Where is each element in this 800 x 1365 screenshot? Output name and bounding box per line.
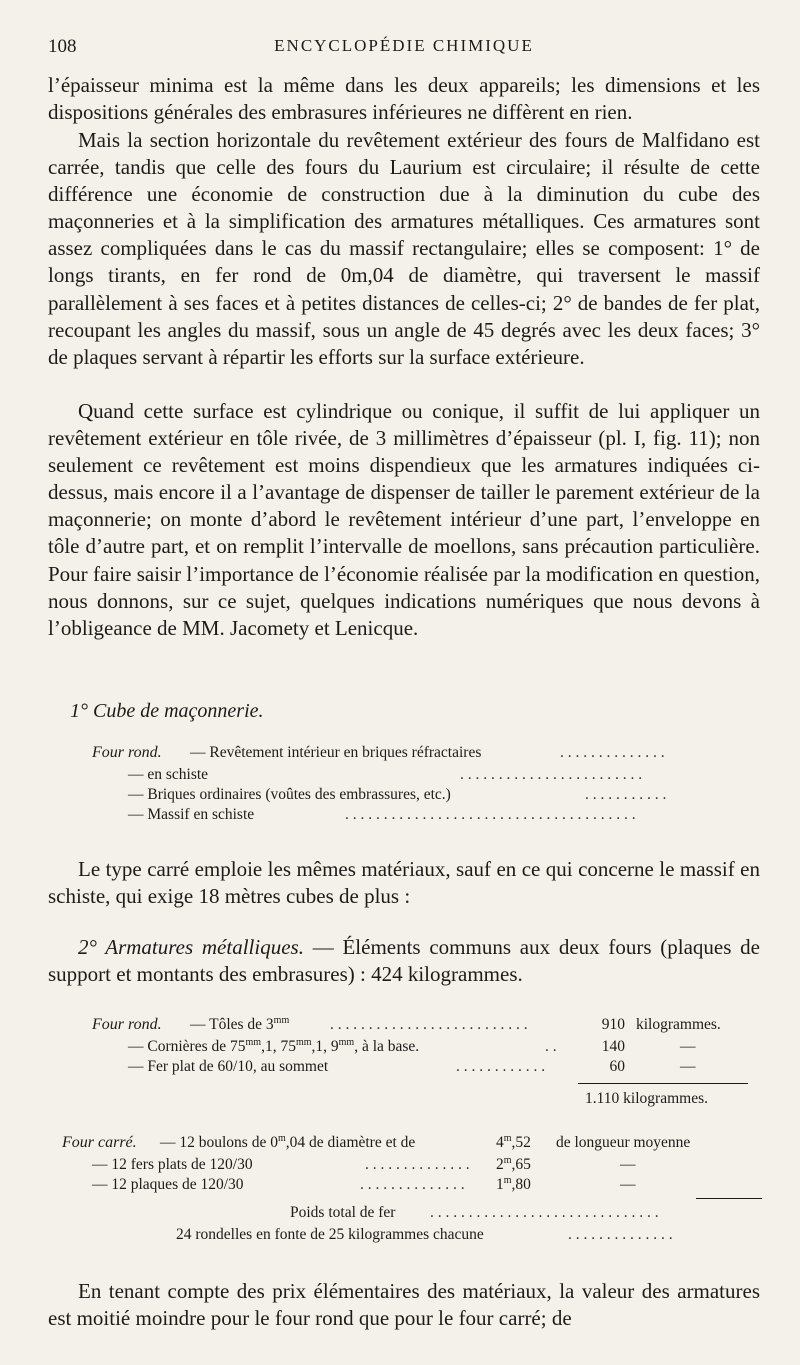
table-row-desc: — Massif en schiste (128, 806, 255, 823)
table-row-desc: — en schiste (128, 766, 209, 783)
table-row-unit: kilogrammes. (636, 1016, 721, 1033)
table-row-desc: — Revêtement intérieur en briques réfractaires (190, 744, 482, 761)
total-label: Poids total de fer (290, 1204, 396, 1221)
paragraph-4: Le type carré emploie les mêmes matériaux, sauf en ce qui concerne le massif en schiste, qui exige 18 mètres cubes de plus : (48, 857, 760, 909)
table-row-length: 4$^m$,52 (496, 1133, 531, 1151)
sum-rule (696, 1198, 762, 1199)
table-row-length: 2$^m$,65 (496, 1155, 531, 1173)
sum-rule (578, 1083, 748, 1084)
table-row-value: 910 (601, 1016, 625, 1033)
table1-label: Four rond. (92, 744, 162, 761)
leader-dots: . . . . . . . . . . . . . . . . . . . . . . . . . . . . . . (430, 1204, 659, 1221)
section-2-title: 2° Armatures métalliques. (78, 935, 304, 959)
page-number: 108 (48, 36, 77, 57)
table-row-desc: — Cornières de $75^{mm},1$, $75^{mm},1$, $9^{mm}$, à la base. (128, 1037, 420, 1055)
table-row-desc: — 12 fers plats de 120/30 (92, 1156, 253, 1173)
table-row-note: — (620, 1176, 636, 1193)
paragraph-1: l’épaisseur minima est la même dans les deux appareils; les dimensions et les dispositions générales des embrasures inférieures ne diffèrent en rien. (48, 73, 760, 125)
paragraph-2: Mais la section horizontale du revêtement extérieur des fours de Malfidano est carrée, tandis que celle des fours du Laurium est circulaire; il résulte de cette différence une économie de construction due à la diminution du cube des maçonneries et à la simplification des armatures métalliques. Ces armatures sont assez compliquées dans le cas du massif rectangulaire; elles se composent: 1° de longs tirants, en fer rond de 0m,04 de diamètre, qui traversent le massif parallèlement à ses faces et à petites distances de celles-ci; 2° de bandes de fer plat, recoupant les angles du massif, sous un angle de 45 degrés avec les deux faces; 3° de plaques servant à répartir les efforts sur la surface extérieure. (48, 128, 760, 369)
leader-dots: . . . . . . . . . . . . . . (560, 744, 665, 761)
running-title: ENCYCLOPÉDIE CHIMIQUE (274, 36, 534, 55)
table-row-value: 60 (609, 1058, 625, 1075)
table2-total: 1.110 kilogrammes. (585, 1090, 708, 1107)
table-row-desc: — Fer plat de 60/10, au sommet (128, 1058, 329, 1075)
leader-dots: . . . . . . . . . . . . . . . . . . . . . . . . . . (330, 1016, 528, 1033)
table-row-value: 140 (601, 1038, 625, 1055)
paragraph-5: 2° Armatures métalliques. — Éléments communs aux deux fours (plaques de support et montants des embrasures) : 424 kilogrammes. (48, 935, 760, 987)
leader-dots: . . . . . . . . . . . . . . (360, 1176, 465, 1193)
section-1-title: 1° Cube de maçonnerie. (70, 700, 264, 722)
leader-dots: . . . . . . . . . . . (585, 786, 667, 803)
paragraph-6: En tenant compte des prix élémentaires des matériaux, la valeur des armatures est moitié moindre pour le four rond que pour le four carré; de (48, 1279, 760, 1331)
leader-dots: . . (545, 1038, 557, 1055)
table-row-note: de longueur moyenne (556, 1134, 691, 1151)
table-row-note: — (620, 1156, 636, 1173)
leader-dots: . . . . . . . . . . . . . . . . . . . . . . . . . . . . . . . . . . . . . . (345, 806, 636, 823)
table3-label: Four carré. (62, 1134, 137, 1151)
extra-label: 24 rondelles en fonte de 25 kilogrammes chacune (176, 1226, 484, 1243)
leader-dots: . . . . . . . . . . . . . . . . . . . . . . . . (460, 766, 643, 783)
running-header (48, 32, 760, 60)
table-row-desc: — Briques ordinaires (voûtes des embrassures, etc.) (128, 786, 451, 803)
leader-dots: . . . . . . . . . . . . (456, 1058, 546, 1075)
table-row-unit: — (680, 1058, 696, 1075)
leader-dots: . . . . . . . . . . . . . . (365, 1156, 470, 1173)
table2-label: Four rond. (92, 1016, 162, 1033)
table-row-desc: — Tôles de $3^{mm}$ (190, 1015, 290, 1033)
table-row-desc: — 12 boulons de 0$^m$,04 de diamètre et de (160, 1133, 416, 1151)
table-row-desc: — 12 plaques de 120/30 (92, 1176, 244, 1193)
table-row-unit: — (680, 1038, 696, 1055)
paragraph-3: Quand cette surface est cylindrique ou conique, il suffit de lui appliquer un revêtement extérieur en tôle rivée, de 3 millimètres d’épaisseur (pl. I, fig. 11); non seulement ce revêtement est moins dispendieux que les armatures indiquées ci-dessus, mais encore il a l’avantage de dispenser de tailler le parement extérieur de la maçonnerie; on monte d’abord le revêtement intérieur d’une part, l’enveloppe en tôle d’autre part, et on remplit l’intervalle de moellons, sans précaution particulière. Pour faire saisir l’importance de l’économie réalisée par la modification en question, nous donnons, sur ce sujet, quelques indications numériques que nous devons à l’obligeance de MM. Jacomety et Lenicque. (48, 399, 760, 640)
leader-dots: . . . . . . . . . . . . . . (568, 1226, 673, 1243)
table-row-length: 1$^m$,80 (496, 1175, 531, 1193)
